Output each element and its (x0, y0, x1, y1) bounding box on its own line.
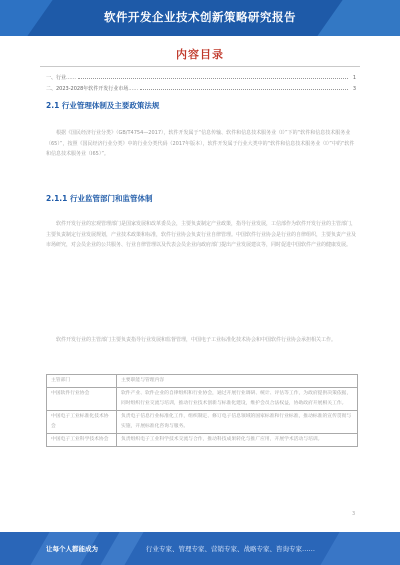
paragraph: 软件开发行业的主管部门主要负责指导行业发展和监督管理，中国电子工业标准化技术协会和中国软件行业协会承担相关工作。 (56, 337, 337, 343)
subsection-heading: 2.1.1 行业监管部门和监管体制 (46, 194, 153, 203)
paragraph: 软件开发行业的宏观管理部门是国家发展和改革委员会，主要负责制定产业政策，指导行业发展，工信部作为软件开发行业的主管部门，主要负责制定行业发展规划，产业技术政策和标准，软件行业协会负责行业自律管理。中国软件行业协会是行业的自律组织，主要负责产业及市场研究，对会员企业的公共服务、行业自律管理以及代表会员企业向政府部门提出产业发展建议等，同时促进中国软件产业的健康发展。 (46, 221, 357, 248)
header-banner (0, 0, 400, 36)
toc-leader-dots (140, 87, 348, 90)
toc-entry[interactable] (46, 85, 356, 92)
table-cell-content: 负责电子信息行业标准化工作，组织制定、修订电子信息领域的国家标准和行业标准，推动标准的宣传贯彻与实施，开展标准化咨询与服务。 (117, 411, 358, 434)
footer-banner (0, 532, 400, 565)
footer-slogan: 让每个人都能成为 (46, 545, 98, 553)
table-cell-org: 中国电子工业标准化技术协会 (47, 411, 117, 434)
toc-leader-dots (78, 76, 348, 79)
footer-stripe (100, 532, 143, 565)
table-header-cell: 主要职能与管理内容 (117, 375, 358, 388)
table-header-cell: 主管部门 (47, 375, 117, 388)
toc-entry[interactable] (46, 74, 356, 81)
regulator-table (46, 374, 358, 447)
table-row (47, 388, 358, 411)
toc-entry-label: 二、2023-2028年软件开发行业市场…… (46, 86, 139, 92)
footer-stripe (320, 532, 400, 565)
footer-expert-list: 行业专家、管理专家、营销专家、战略专家、咨询专家…… (146, 545, 315, 553)
table-cell-content: 负责组织电子工业科学技术交流与合作，推动科技成果转化与推广应用，开展学术活动与培训。 (117, 434, 358, 447)
page-number: 3 (352, 511, 356, 517)
toc-divider (40, 66, 360, 67)
table-cell-content: 软件产业、软件企业的自律组织和行业协会，通过开展行业调研、统计、评估等工作，为政府提供决策依据，同时组织行业交流与培训，推动行业技术创新与标准化建设，维护会员合法权益，协助政府开展相关工作。 (117, 388, 358, 411)
table-row (47, 434, 358, 447)
table-row (47, 411, 358, 434)
table-cell-org: 中国软件行业协会 (47, 388, 117, 411)
toc-title: 内容目录 (176, 48, 224, 61)
toc-entry-label: 一、行业…… (46, 75, 77, 81)
paragraph: 根据《国民经济行业分类》（GB/T4754—2017），软件开发属于“信息传输、软件和信息技术服务业（I）”下的“软件和信息技术服务业（65）”，按照《国民经济行业分类》中的行业分类代码（2017年版本），软件开发属于行业大类中的“软件和信息技术服务业（I）”中的“软件和信息技术服务业（I65）”。 (46, 130, 355, 157)
table-header-row (47, 375, 358, 388)
table-cell-org: 中国电子工业科学技术协会 (47, 434, 117, 447)
report-title: 软件开发企业技术创新策略研究报告 (104, 10, 296, 24)
section-heading: 2.1 行业管理体制及主要政策法规 (46, 101, 160, 110)
toc-entry-page: 3 (352, 85, 356, 92)
toc-entry-page: 1 (352, 74, 356, 81)
